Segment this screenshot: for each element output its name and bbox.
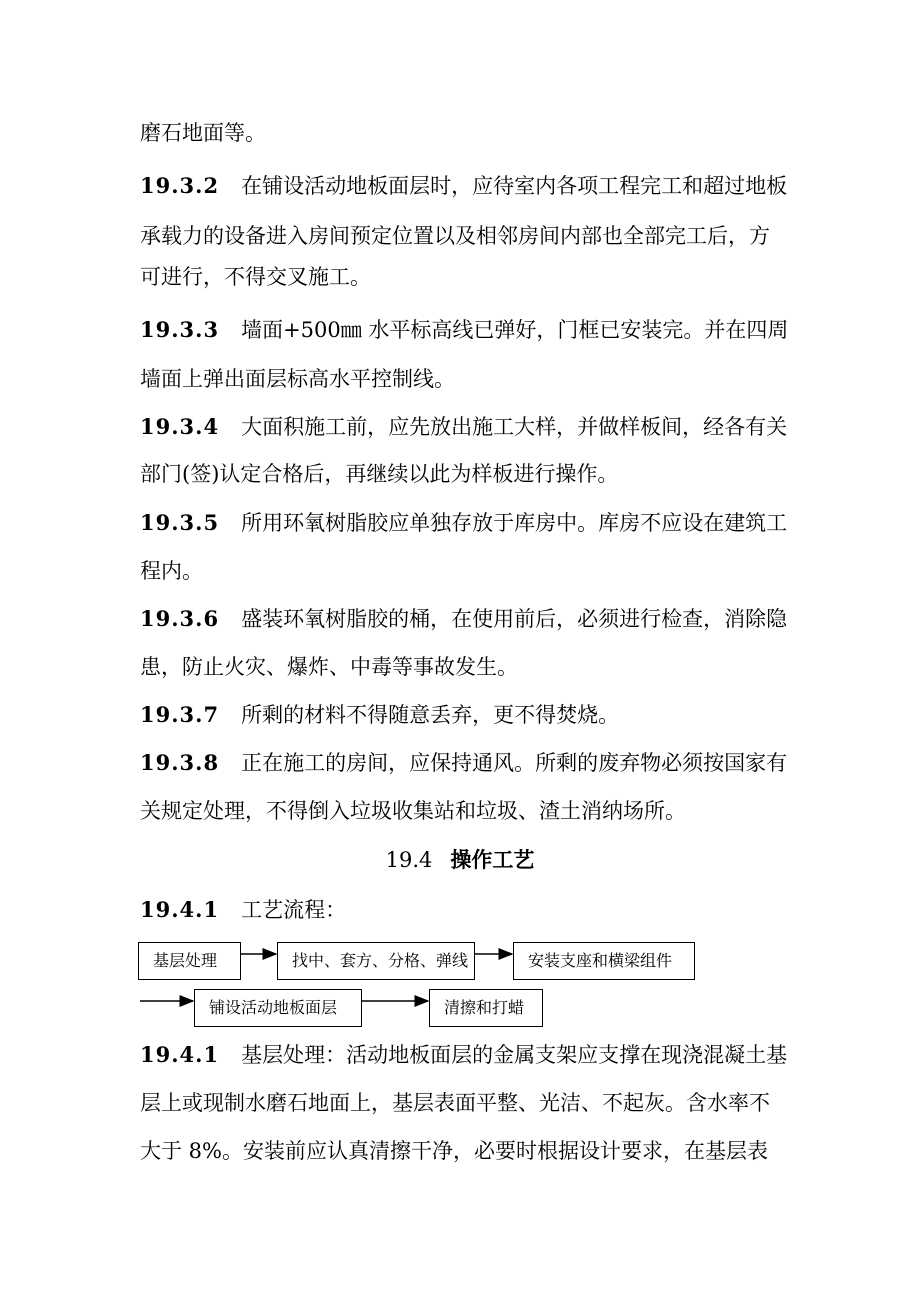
heading-number: 19.4	[385, 848, 433, 872]
section-19-4-1-base: 19.4.1 基层处理：活动地板面层的金属支架应支撑在现浇混凝土基	[140, 1042, 788, 1067]
section-19-4-1: 19.4.1 工艺流程：	[140, 897, 347, 922]
section-19-3-8: 19.3.8 正在施工的房间，应保持通风。所剩的废弃物必须按国家有	[140, 750, 788, 775]
section-number: 19.4.1	[140, 897, 220, 922]
flow-step-clean-wax: 清擦和打蜡	[429, 989, 543, 1027]
section-19-3-5: 19.3.5 所用环氧树脂胶应单独存放于库房中。库房不应设在建筑工	[140, 510, 788, 535]
section-number: 19.3.3	[140, 317, 220, 342]
section-number: 19.4.1	[140, 1042, 220, 1067]
text-line: 部门(签)认定合格后，再继续以此为样板进行操作。	[140, 462, 619, 486]
section-number: 19.3.8	[140, 750, 220, 775]
flow-step-base-treatment: 基层处理	[138, 942, 241, 980]
flow-step-layout-lines: 找中、套方、分格、弹线	[277, 942, 475, 980]
section-number: 19.3.7	[140, 702, 220, 727]
text-line: 磨石地面等。	[140, 121, 266, 145]
section-19-3-6: 19.3.6 盛装环氧树脂胶的桶，在使用前后，必须进行检查，消除隐	[140, 606, 788, 631]
text-line: 层上或现制水磨石地面上，基层表面平整、光洁、不起灰。含水率不	[140, 1091, 770, 1115]
text-line: 程内。	[140, 559, 203, 583]
text-line: 大于 8%。安装前应认真清擦干净，必要时根据设计要求，在基层表	[140, 1139, 768, 1163]
heading-title: 操作工艺	[450, 847, 535, 872]
flow-step-install-supports: 安装支座和横梁组件	[513, 942, 695, 980]
section-19-3-2: 19.3.2 在铺设活动地板面层时，应待室内各项工程完工和超过地板	[140, 173, 788, 198]
flow-step-lay-floor: 铺设活动地板面层	[194, 989, 362, 1027]
text-line: 关规定处理，不得倒入垃圾收集站和垃圾、渣土消纳场所。	[140, 799, 686, 823]
section-number: 19.3.4	[140, 414, 220, 439]
text-line: 患，防止火灾、爆炸、中毒等事故发生。	[140, 655, 518, 679]
section-19-3-3: 19.3.3 墙面+500㎜ 水平标高线已弹好，门框已安装完。并在四周	[140, 317, 789, 342]
section-19-3-7: 19.3.7 所剩的材料不得随意丢弃，更不得焚烧。	[140, 702, 620, 727]
section-number: 19.3.6	[140, 606, 220, 631]
text-line: 墙面上弹出面层标高水平控制线。	[140, 367, 455, 391]
text-line: 承载力的设备进入房间预定位置以及相邻房间内部也全部完工后，方	[140, 224, 770, 248]
section-19-3-4: 19.3.4 大面积施工前，应先放出施工大样，并做样板间，经各有关	[140, 414, 788, 439]
section-number: 19.3.2	[140, 173, 220, 198]
text-line: 可进行，不得交叉施工。	[140, 265, 371, 289]
section-number: 19.3.5	[140, 510, 220, 535]
